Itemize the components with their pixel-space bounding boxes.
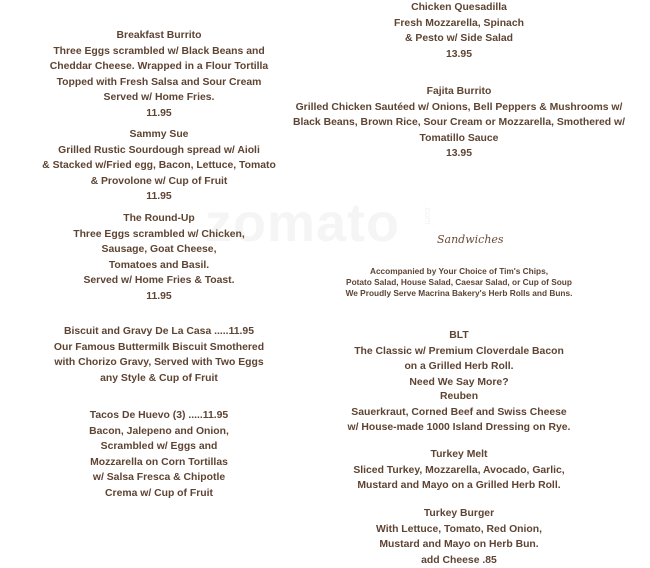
item-name: Turkey Melt [268, 447, 650, 463]
item-name: BLT [268, 328, 650, 344]
menu-item-fajita-burrito [268, 84, 650, 162]
item-desc-line: Tomatoes and Basil. [0, 258, 318, 274]
item-name: Fajita Burrito [268, 84, 650, 100]
item-desc-line: w/ Salsa Fresca & Chipotle [0, 470, 318, 486]
note-line: We Proudly Serve Macrina Bakery's Herb Rolls and Buns. [268, 288, 650, 299]
item-price: 11.95 [0, 189, 318, 205]
note-line: Accompanied by Your Choice of Tim's Chips, [268, 266, 650, 277]
menu-item-reuben [268, 389, 650, 436]
item-name: Reuben [268, 389, 650, 405]
menu-item-chicken-quesadilla [268, 0, 650, 62]
item-desc-line: any Style & Cup of Fruit [0, 371, 318, 387]
item-desc-line: The Classic w/ Premium Cloverdale Bacon [268, 344, 650, 360]
item-desc-line: Served w/ Home Fries. [0, 90, 318, 106]
item-desc-line: Served w/ Home Fries & Toast. [0, 273, 318, 289]
item-desc-line: add Cheese .85 [268, 553, 650, 568]
menu-item-turkey-melt [268, 447, 650, 494]
item-desc-line: Tomatillo Sauce [268, 131, 650, 147]
sandwiches-note [268, 266, 650, 300]
watermark-sub: .com [423, 205, 433, 225]
item-desc-line: Black Beans, Brown Rice, Sour Cream or Mozzarella, Smothered w/ [268, 115, 650, 131]
item-name: Tacos De Huevo (3) .....11.95 [0, 408, 318, 424]
watermark: zomato [205, 192, 400, 254]
item-desc-line: & Pesto w/ Side Salad [268, 31, 650, 47]
item-desc-line: Grilled Rustic Sourdough spread w/ Aioli [0, 143, 318, 159]
item-desc-line: Crema w/ Cup of Fruit [0, 486, 318, 502]
item-desc-line: Scrambled w/ Eggs and [0, 439, 318, 455]
item-price: 11.95 [0, 289, 318, 305]
item-desc-line: Cheddar Cheese. Wrapped in a Flour Tortilla [0, 59, 318, 75]
menu-item-blt [268, 328, 650, 390]
item-desc-line: Sliced Turkey, Mozzarella, Avocado, Garlic, [268, 463, 650, 479]
menu-item-turkey-burger [268, 506, 650, 568]
note-line: Potato Salad, House Salad, Caesar Salad, or Cup of Soup [268, 277, 650, 288]
item-name: Turkey Burger [268, 506, 650, 522]
item-desc-line: & Stacked w/Fried egg, Bacon, Lettuce, Tomato [0, 158, 318, 174]
item-desc-line: Our Famous Buttermilk Biscuit Smothered [0, 340, 318, 356]
item-desc-line: Topped with Fresh Salsa and Sour Cream [0, 75, 318, 91]
item-desc-line: Three Eggs scrambled w/ Chicken, [0, 227, 318, 243]
item-desc-line: Sausage, Goat Cheese, [0, 242, 318, 258]
item-desc-line: Bacon, Jalepeno and Onion, [0, 424, 318, 440]
item-desc-line: With Lettuce, Tomato, Red Onion, [268, 522, 650, 538]
item-price: 13.95 [268, 47, 650, 63]
item-price: 11.95 [0, 106, 318, 122]
item-price: 13.95 [268, 146, 650, 162]
item-name: Chicken Quesadilla [268, 0, 650, 16]
item-desc-line: on a Grilled Herb Roll. [268, 359, 650, 375]
item-desc-line: Mustard and Mayo on a Grilled Herb Roll. [268, 478, 650, 494]
item-desc-line: Mozzarella on Corn Tortillas [0, 455, 318, 471]
item-desc-line: Fresh Mozzarella, Spinach [268, 16, 650, 32]
item-desc-line: Three Eggs scrambled w/ Black Beans and [0, 44, 318, 60]
item-name: Breakfast Burrito [0, 28, 318, 44]
item-desc-line: Sauerkraut, Corned Beef and Swiss Cheese [268, 405, 650, 421]
item-desc-line: Mustard and Mayo on Herb Bun. [268, 537, 650, 553]
item-desc-line: with Chorizo Gravy, Served with Two Eggs [0, 355, 318, 371]
item-desc-line: Grilled Chicken Sautéed w/ Onions, Bell Peppers & Mushrooms w/ [268, 100, 650, 116]
sandwiches-heading: Sandwiches [437, 233, 504, 246]
item-desc-line: Need We Say More? [268, 375, 650, 391]
item-name: The Round-Up [0, 211, 318, 227]
item-desc-line: & Provolone w/ Cup of Fruit [0, 174, 318, 190]
item-desc-line: w/ House-made 1000 Island Dressing on Rye. [268, 420, 650, 436]
item-name: Sammy Sue [0, 127, 318, 143]
item-name: Biscuit and Gravy De La Casa .....11.95 [0, 324, 318, 340]
